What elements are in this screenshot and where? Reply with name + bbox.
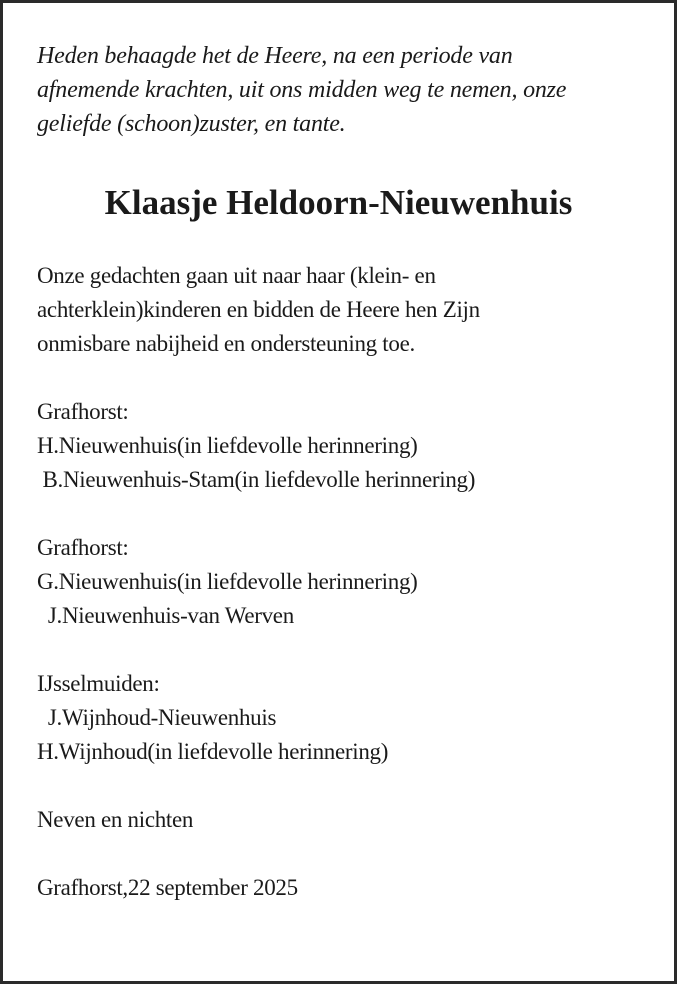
- family-place: IJsselmuiden:: [37, 671, 160, 696]
- family-member: J.Nieuwenhuis-van Werven: [37, 603, 294, 628]
- deceased-name: Klaasje Heldoorn-Nieuwenhuis: [104, 183, 573, 222]
- spacer: [37, 361, 647, 395]
- spacer: [37, 769, 647, 803]
- message-line: onmisbare nabijheid en ondersteuning toe.: [37, 331, 415, 356]
- family-member: G.Nieuwenhuis(in liefdevolle herinnering): [37, 569, 418, 594]
- family-member: B.Nieuwenhuis-Stam(in liefdevolle herinnering): [37, 467, 476, 492]
- notice-body: [37, 259, 647, 905]
- spacer: [37, 497, 647, 531]
- message-line: achterklein)kinderen en bidden de Heere hen Zijn: [37, 297, 480, 322]
- intro-line: Heden behaagde het de Heere, na een periode van: [37, 43, 513, 69]
- message-line: Onze gedachten gaan uit naar haar (klein- en: [37, 263, 436, 288]
- relatives: Neven en nichten: [37, 807, 194, 832]
- family-place: Grafhorst:: [37, 535, 129, 560]
- intro-line: geliefde (schoon)zuster, en tante.: [37, 111, 346, 137]
- family-member: H.Wijnhoud(in liefdevolle herinnering): [37, 739, 389, 764]
- spacer: [37, 633, 647, 667]
- spacer: [37, 837, 647, 871]
- intro-text: [37, 39, 647, 141]
- family-member: H.Nieuwenhuis(in liefdevolle herinnering): [37, 433, 418, 458]
- place-date: Grafhorst,22 september 2025: [37, 875, 298, 900]
- family-member: J.Wijnhoud-Nieuwenhuis: [37, 705, 277, 730]
- intro-line: afnemende krachten, uit ons midden weg te nemen, onze: [37, 77, 567, 103]
- family-place: Grafhorst:: [37, 399, 129, 424]
